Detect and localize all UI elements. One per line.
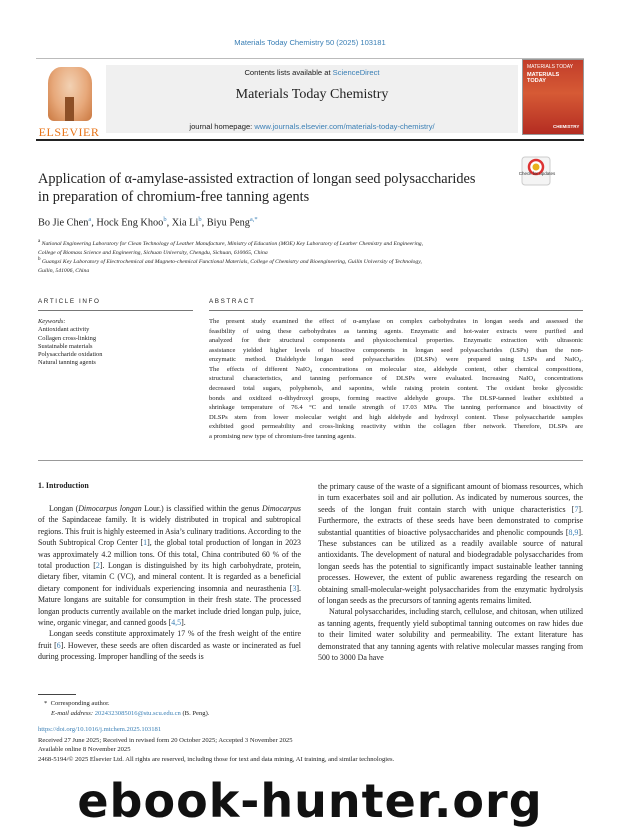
paragraph	[318, 606, 583, 663]
abstract-line: decreased total sugars, polyphenols, and saponins, while raising protein content. The oxidant broke glycosidic	[209, 385, 583, 393]
abstract-heading: ABSTRACT	[209, 298, 256, 305]
citation-link[interactable]: 7	[574, 504, 579, 514]
italic-text: Dimocarpus	[261, 504, 301, 513]
corresponding-author-note	[44, 699, 110, 708]
watermark: ebook-hunter.org	[77, 774, 543, 827]
affiliation-text: National Engineering Laboratory for Clean Technology of Leather Manufacture, Ministry of Education (MOE) Key Laboratory of Leather Chemistry and Engineering,	[41, 240, 424, 247]
author-list: Bo Jie Chen$^a$, Hock Eng Khoo$^b$, Xia Li$^b$, Biyu Peng$^{a,*}$	[38, 216, 258, 229]
text-run: ]. These substances can be utilized as a readily available source of natural antioxidants. The development of natural and biodegradable polysaccharides from longan seeds has the potential to significantly impact sustainable leather tanning processes. However, the extent of public awareness regarding the research on obtaining small-molecular-weight polysaccharides from the enzymatic hydrolysis of longan seeds as the precursors of tanning agents remains limited.	[318, 527, 583, 606]
abstract-line: bonds and oxidized α-dihydroxyl groups, forming reactive aldehyde groups. The DLSP-tanned leather exhibited a	[209, 394, 583, 402]
email-link[interactable]: 2024323085016@stu.scu.edu.cn	[94, 709, 181, 717]
text-run: ]. Longan is distinguished by its high carbohydrate, protein, dietary fiber, vitamin C (VC), and mineral content. It is regarded as a beneficial dietary component for individuals experiencing insomnia and neurasthenia [	[38, 561, 301, 593]
abstract-line: a promising new type of chromium-free tanning agents.	[209, 432, 356, 440]
text-run: ], the global total production of longan in 2023 was approximately 4.2 million tons. Of this total, China contributed 60 % of the total production [	[38, 538, 301, 571]
text-run: the primary cause of the waste of a significant amount of biomass resources, which in turn exacerbates soil and air pollution. As indicated by numerous sources, the seeds of the longan fruit contain starch with unique characteristics [	[318, 482, 583, 514]
citation-link[interactable]: 6	[56, 640, 61, 650]
citation-link[interactable]: 1	[143, 538, 148, 548]
paragraph	[38, 503, 301, 628]
abstract-line: shrinkage temperature of 76.4 °C and tensile strength of 17.03 MPa. The tanning performance and bioactivity of	[209, 404, 583, 412]
abstract-line: analyzed for their structural components and physicochemical properties. Enzymatic extraction with ultrasonic	[209, 337, 583, 345]
left-column	[38, 503, 301, 663]
keyword-item: Collagen cross-linking	[38, 334, 97, 342]
email-line	[51, 709, 209, 718]
author-affiliation-mark[interactable]: a	[88, 216, 92, 223]
keyword-item: Sustainable materials	[38, 342, 93, 350]
keywords-heading: Keywords:	[38, 318, 66, 325]
title-line-1: Application of α-amylase-assisted extraction of longan seed polysaccharides	[38, 171, 476, 187]
citation-link[interactable]: 4,5	[171, 618, 182, 628]
homepage-line	[106, 122, 518, 131]
journal-title: Materials Today Chemistry	[235, 87, 389, 102]
abstract-line: exhibited good permeability and cross-linking reactivity within the collagen fiber network. Therefore, DLSPs are	[209, 423, 583, 431]
keyword-item: Natural tanning agents	[38, 359, 96, 367]
doi-link[interactable]: https://doi.org/10.1016/j.mtchem.2025.103181	[38, 726, 162, 733]
text-run: Longan (	[49, 504, 79, 513]
abstract-line: The effects of different NaIO₄ concentrations on molecular size, aldehyde content, other chemical compositions,	[209, 365, 583, 373]
check-for-updates-label[interactable]: Check for updates	[518, 171, 556, 176]
author-name[interactable]: Bo Jie Chen	[38, 217, 89, 229]
section-heading-introduction: 1. Introduction	[38, 481, 89, 490]
abstract-line: The present study examined the effect of α-amylase on complex carbohydrates in longan seeds and assessed the	[209, 318, 583, 325]
text-run: Longan seeds constitute approximately 17 % of the fresh weight of the entire fruit [	[38, 629, 301, 650]
keyword-item: Polysaccharide oxidation	[38, 351, 103, 359]
abstract-line: DLSPs stem from lower molecular weight and high aldehyde and hydroxyl content. These polysaccharide samples	[209, 413, 583, 421]
tree-trunk	[65, 97, 74, 121]
article-info-rule	[38, 310, 193, 311]
journal-info-box	[106, 65, 518, 133]
author-affiliation-mark[interactable]: a,*	[249, 216, 258, 223]
citation-link[interactable]: 2	[95, 561, 100, 571]
contents-line	[106, 68, 518, 77]
article-info-heading: ARTICLE INFO	[38, 298, 101, 305]
contents-prefix: Contents lists available at	[244, 68, 333, 77]
affiliation-line	[38, 265, 583, 275]
received-dates: Received 27 June 2025; Received in revised form 20 October 2025; Accepted 3 November 2025	[38, 736, 293, 744]
citation-link[interactable]: 3	[292, 583, 297, 593]
citation-link[interactable]: 8,9	[568, 527, 579, 537]
affiliation-mark: b	[38, 257, 41, 262]
article-title	[38, 171, 508, 206]
text-run: ]. Furthermore, the extracts of these seeds have been demonstrated to comprise substantial quantities of bioactive polysaccharides and phenolic compounds [	[318, 504, 583, 537]
text-run: ]. However, these seeds are often discarded as waste or incinerated as fuel during processing. Improper handling of the seeds is	[38, 640, 302, 662]
affiliation-text: College of Biomass Science and Engineering, Sichuan University, Chengdu, Sichuan, 610065, China	[38, 249, 268, 256]
italic-text: Dimocarpus longan	[78, 504, 142, 513]
corresponding-label: Corresponding author.	[50, 700, 110, 707]
copyright-line: 2468-5194/© 2025 Elsevier Ltd. All rights are reserved, including those for text and data mining, AI training, and similar technologies.	[38, 755, 395, 763]
homepage-link[interactable]: www.journals.elsevier.com/materials-today-chemistry/	[254, 122, 435, 131]
author-affiliation-mark[interactable]: b	[163, 216, 167, 223]
footnote-rule	[38, 694, 76, 695]
email-label: E-mail address:	[51, 709, 94, 717]
keyword-item: Antioxidant activity	[38, 326, 90, 334]
text-run: of the Sapindaceae family. It is widely distributed in tropical and subtropical regions. This fruit is highly esteemed in Asia’s culinary traditions. According to the South Subtropical Crop Center [	[38, 515, 301, 548]
journal-reference[interactable]: Materials Today Chemistry 50 (2025) 103181	[234, 38, 386, 47]
text-run: ].	[181, 618, 186, 628]
cover-small-text: MATERIALS TODAY	[527, 64, 574, 70]
footnote-symbol: *	[44, 700, 48, 707]
author-name[interactable]: Biyu Peng	[206, 217, 250, 229]
right-column	[318, 481, 583, 664]
abstract-text	[209, 317, 583, 442]
elsevier-logo[interactable]	[36, 67, 102, 137]
text-run: ]. Mature longans are suitable for consumption in their fresh state. The processed longan products currently available on the market include dried longan pulp, juice, wine, organic vinegar, and canned goods [	[38, 583, 301, 628]
cover-title: MATERIALS TODAY	[527, 72, 560, 85]
homepage-prefix: journal homepage:	[189, 122, 255, 131]
abstract-rule	[209, 310, 583, 311]
abstract-line: feasibility of using these carbohydrates as tanning agents. Enzymatic and hot-water extracts were purified and	[209, 327, 583, 335]
affiliation-text: Guilin, 541006, China	[38, 267, 90, 274]
abstract-bottom-rule	[38, 460, 583, 461]
author-affiliation-mark[interactable]: b	[198, 216, 202, 223]
abstract-line: assistance yielded higher levels of bioactive components in longan seed polysaccharides (LSPs) than the non-	[209, 346, 583, 354]
paragraph	[38, 628, 301, 662]
publisher-name: ELSEVIER	[38, 125, 100, 139]
title-line-2: in preparation of chromium-free tanning agents	[38, 188, 310, 205]
abstract-line: structural characteristics, and tanning performance of DLSPs were evaluated. Increasing NaIO₄ concentrations	[209, 375, 583, 383]
abstract-line: enzymatic method. Dialdehyde longan seed polysaccharides (DLSPs) were prepared using LSPs and NaIO₄.	[209, 356, 583, 364]
author-name[interactable]: Hock Eng Khoo	[96, 217, 164, 229]
text-run: Lour.) is classified within the genus	[141, 504, 262, 513]
journal-header	[36, 58, 584, 139]
author-name[interactable]: Xia Li	[171, 217, 199, 229]
journal-cover-image[interactable]	[522, 59, 584, 135]
affiliation-mark: a	[38, 239, 41, 244]
available-online: Available online 8 November 2025	[38, 746, 131, 753]
cover-footer: CHEMISTRY	[553, 124, 580, 129]
header-divider	[36, 139, 584, 141]
text-run: Natural polysaccharides, including starch, cellulose, and chitosan, when utilized as tanning agents, frequently yield suboptimal tanning outcomes on raw hides due to their limited water solubility and permeability. The extant literature has demonstrated that any tanning agents with relative molecular masses ranging from 500 to 3000 Da have	[318, 607, 583, 663]
keywords-block	[38, 318, 193, 368]
sciencedirect-link[interactable]: ScienceDirect	[332, 68, 380, 77]
affiliation-text: Guangxi Key Laboratory of Electrochemical and Magneto-chemical Functional Materials, College of Chemistry and Bioengineering, Guilin University of Technology,	[41, 258, 422, 265]
paragraph	[318, 481, 583, 606]
email-owner: (B. Peng).	[182, 709, 210, 717]
